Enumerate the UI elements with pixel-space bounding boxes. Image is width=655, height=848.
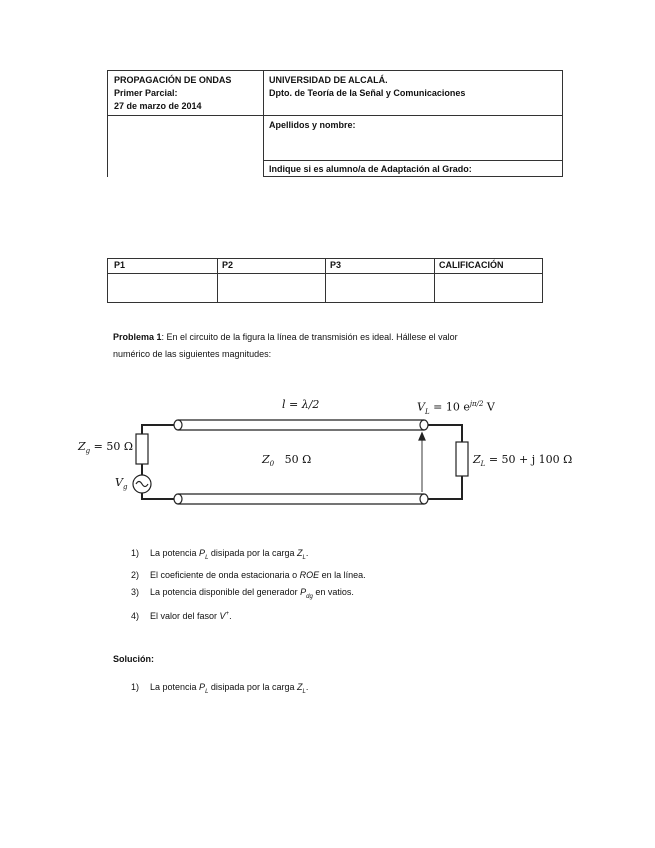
- department-name: Dpto. de Teoría de la Señal y Comunicaciones: [269, 88, 466, 98]
- line-end-cap: [174, 420, 182, 430]
- vl-arrowhead: [419, 433, 425, 440]
- grades-divider: [434, 259, 435, 302]
- z0-label: $Z_0$ 50 Ω: [262, 453, 312, 469]
- problem-text-line1: : En el circuito de la figura la línea de transmisión es ideal. Hállese el valor: [161, 332, 458, 342]
- line-end-cap: [420, 494, 428, 504]
- solution-list: [131, 679, 308, 701]
- vl-label: $V_L = 10$ $e^{j\pi/2}$ V: [417, 400, 495, 416]
- line-length-label: l = λ/2: [282, 398, 320, 411]
- course-title: PROPAGACIÓN DE ONDAS: [114, 75, 232, 85]
- zl-label: $Z_L = 50 + j$ 100 Ω: [473, 453, 573, 469]
- problem-statement: [113, 329, 458, 363]
- zg-label: $Z_g = 50$ Ω: [78, 440, 133, 456]
- university-name: UNIVERSIDAD DE ALCALÁ.: [269, 75, 388, 85]
- line-end-cap: [174, 494, 182, 504]
- zg-resistor: [136, 434, 148, 464]
- grades-divider: [217, 259, 218, 302]
- problem-text-line2: numérico de las siguientes magnitudes:: [113, 349, 272, 359]
- list-item: 3) La potencia disponible del generador $P_{dg}$ en vatios.: [131, 586, 354, 600]
- load-wire: [428, 476, 462, 499]
- grade-column-total: CALIFICACIÓN: [439, 260, 504, 270]
- name-field-label: Apellidos y nombre:: [269, 120, 356, 130]
- list-item: 1) La potencia $P_L$ disipada por la carga $Z_L$.: [131, 682, 309, 695]
- load-wire: [428, 425, 462, 442]
- questions-list: [131, 545, 366, 625]
- sine-icon: [136, 482, 148, 487]
- source-wire: [142, 493, 174, 499]
- header-divider: [263, 115, 563, 116]
- vg-label: $V_g$: [115, 476, 128, 492]
- list-item: 4) El valor del fasor V+.: [131, 610, 232, 621]
- grade-column-p3: P3: [330, 260, 342, 270]
- header-blank-area: [108, 116, 263, 178]
- zl-resistor: [456, 442, 468, 476]
- grades-divider: [325, 259, 326, 302]
- exam-date: 27 de marzo de 2014: [114, 101, 202, 111]
- grade-column-p1: P1: [114, 260, 126, 270]
- grade-column-p2: P2: [222, 260, 234, 270]
- grades-table: [107, 258, 543, 303]
- header-table: [107, 70, 563, 177]
- solution-heading: Solución:: [113, 654, 154, 664]
- line-end-cap: [420, 420, 428, 430]
- problem-label: Problema 1: [113, 332, 162, 342]
- source-wire: [142, 425, 174, 434]
- exam-label: Primer Parcial:: [114, 88, 178, 98]
- list-item: 1) La potencia $P_L$ disipada por la carga $Z_L$.: [131, 548, 309, 561]
- header-divider: [263, 160, 563, 161]
- adaptation-field-label: Indique si es alumno/a de Adaptación al Grado:: [269, 164, 472, 174]
- list-item: 2) El coeficiente de onda estacionaria o ROE en la línea.: [131, 569, 366, 580]
